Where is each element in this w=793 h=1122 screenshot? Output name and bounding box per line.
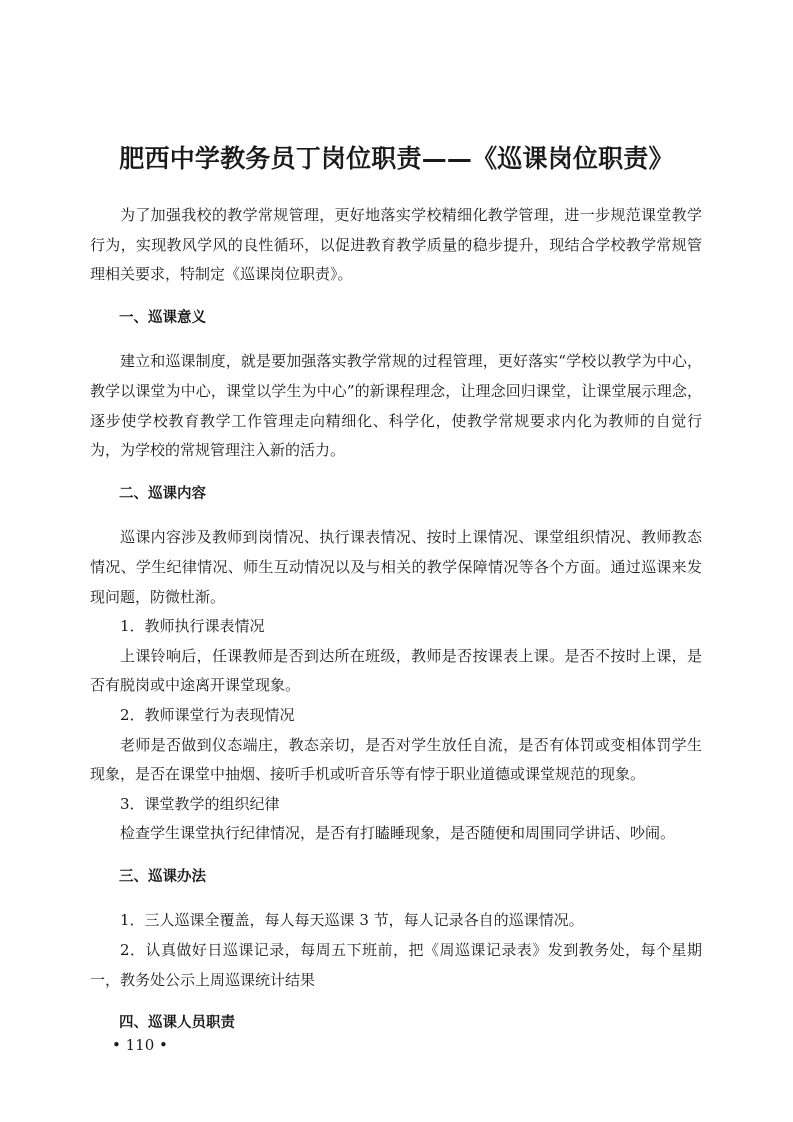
section-paragraph: 老师是否做到仪态端庄，教态亲切，是否对学生放任自流，是否有体罚或变相体罚学生现象，是否在课堂中抽烟、接听手机或听音乐等有悖于职业道德或课堂规范的现象。 xyxy=(90,735,702,784)
section-paragraph: 巡课内容涉及教师到岗情况、执行课表情况、按时上课情况、课堂组织情况、教师教态情况、学生纪律情况、师生互动情况以及与相关的教学保障情况等各个方面。通过巡课来发现问题，防微杜渐。 xyxy=(90,528,702,606)
section-heading-method: 三、巡课办法 xyxy=(119,868,206,885)
intro-paragraph: 为了加强我校的教学常规管理，更好地落实学校精细化教学管理，进一步规范课堂教学行为，实现教风学风的良性循环，以促进教育教学质量的稳步提升，现结合学校教学常规管理相关要求，特制定《巡课岗位职责》。 xyxy=(90,206,702,284)
list-item-title: 1．教师执行课表情况 xyxy=(120,617,265,636)
section-paragraph: 建立和巡课制度，就是要加强落实教学常规的过程管理，更好落实“学校以教学为中心，教学以课堂为中心，课堂以学生为中心”的新课程理念，让理念回归课堂，让课堂展示理念，逐步使学校教育教学工作管理走向精细化、科学化，使教学常规要求内化为教师的自觉行为，为学校的常规管理注入新的活力。 xyxy=(90,352,702,460)
section-paragraph: 检查学生课堂执行纪律情况，是否有打瞌睡现象，是否随便和周围同学讲话、吵闹。 xyxy=(120,824,676,843)
section-heading-content: 二、巡课内容 xyxy=(119,485,206,502)
page-number: • 110 • xyxy=(112,1036,168,1054)
section-heading-significance: 一、巡课意义 xyxy=(119,309,206,326)
list-item: 1．三人巡课全覆盖，每人每天巡课 3 节，每人记录各自的巡课情况。 xyxy=(120,911,584,930)
section-heading-duties: 四、巡课人员职责 xyxy=(119,1015,235,1032)
section-paragraph: 上课铃响后，任课教师是否到达所在班级，教师是否按课表上课。是否不按时上课，是否有脱岗或中途离开课堂现象。 xyxy=(90,646,702,695)
list-item-title: 3．课堂教学的组织纪律 xyxy=(120,794,280,813)
list-item: 2．认真做好日巡课记录，每周五下班前，把《周巡课记录表》发到教务处，每个星期一，教务处公示上周巡课统计结果 xyxy=(90,941,702,989)
page-title: 肥西中学教务员丁岗位职责——《巡课岗位职责》 xyxy=(119,144,674,173)
list-item-title: 2．教师课堂行为表现情况 xyxy=(120,705,295,724)
document-body xyxy=(90,201,702,1039)
